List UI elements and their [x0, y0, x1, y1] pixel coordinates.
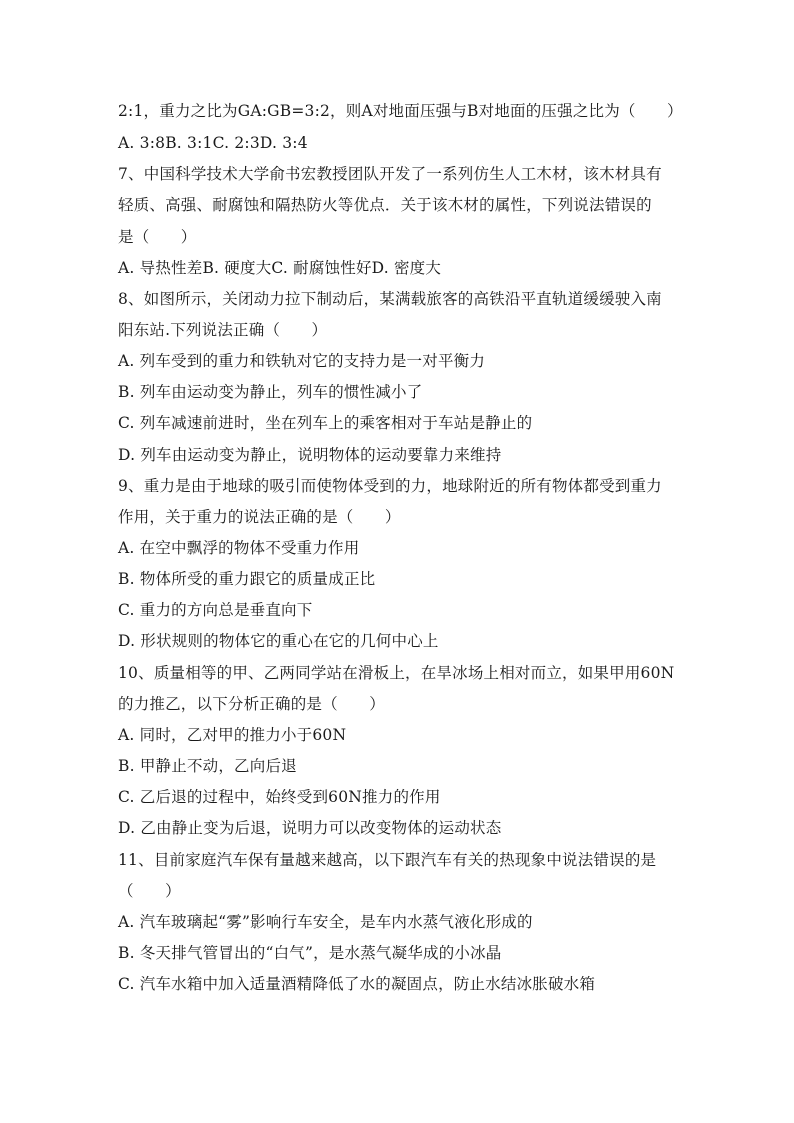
text-line: 阳东站.下列说法正确（ ）: [118, 321, 328, 339]
text-line: 2:1，重力之比为GA:GB=3:2，则A对地面压强与B对地面的压强之比为（ ）: [118, 102, 683, 120]
text-line: 是（ ）: [118, 228, 197, 246]
text-line: A. 同时，乙对甲的推力小于60N: [118, 726, 347, 744]
text-line: B. 甲静止不动，乙向后退: [118, 757, 297, 775]
text-line: 11、目前家庭汽车保有量越来越高，以下跟汽车有关的热现象中说法错误的是: [118, 851, 657, 869]
text-line: D. 乙由静止变为后退，说明力可以改变物体的运动状态: [118, 819, 502, 837]
text-line: C. 乙后退的过程中，始终受到60N推力的作用: [118, 788, 441, 806]
text-line: （ ）: [118, 882, 181, 900]
text-line: 作用，关于重力的说法正确的是（ ）: [118, 508, 401, 526]
text-line: 轻质、高强、耐腐蚀和隔热防火等优点．关于该木材的属性，下列说法错误的: [118, 196, 652, 214]
text-line: C. 汽车水箱中加入适量酒精降低了水的凝固点，防止水结冰胀破水箱: [118, 975, 596, 993]
text-line: 9、重力是由于地球的吸引而使物体受到的力，地球附近的所有物体都受到重力: [118, 477, 662, 495]
text-line: 的力推乙，以下分析正确的是（ ）: [118, 695, 385, 713]
text-line: B. 物体所受的重力跟它的质量成正比: [118, 570, 376, 588]
text-line: 8、如图所示，关闭动力拉下制动后，某满载旅客的高铁沿平直轨道缓缓驶入南: [118, 290, 662, 308]
text-line: A. 导热性差B. 硬度大C. 耐腐蚀性好D. 密度大: [118, 259, 442, 277]
text-line: A. 列车受到的重力和铁轨对它的支持力是一对平衡力: [118, 352, 486, 370]
text-line: D. 形状规则的物体它的重心在它的几何中心上: [118, 632, 439, 650]
text-line: C. 重力的方向总是垂直向下: [118, 601, 313, 619]
text-line: A. 3:8B. 3:1C. 2:3D. 3:4: [118, 134, 308, 152]
text-line: D. 列车由运动变为静止，说明物体的运动要靠力来维持: [118, 446, 502, 464]
text-line: 10、质量相等的甲、乙两同学站在滑板上，在旱冰场上相对而立，如果甲用60N: [118, 664, 675, 682]
text-line: 7、中国科学技术大学俞书宏教授团队开发了一系列仿生人工木材，该木材具有: [118, 165, 662, 183]
text-line: B. 冬天排气管冒出的“白气”，是水蒸气凝华成的小冰晶: [118, 944, 502, 962]
text-line: C. 列车减速前进时，坐在列车上的乘客相对于车站是静止的: [118, 414, 533, 432]
text-line: A. 汽车玻璃起“雾”影响行车安全，是车内水蒸气液化形成的: [118, 913, 533, 931]
text-line: B. 列车由运动变为静止，列车的惯性减小了: [118, 383, 423, 401]
text-line: A. 在空中飘浮的物体不受重力作用: [118, 539, 360, 557]
